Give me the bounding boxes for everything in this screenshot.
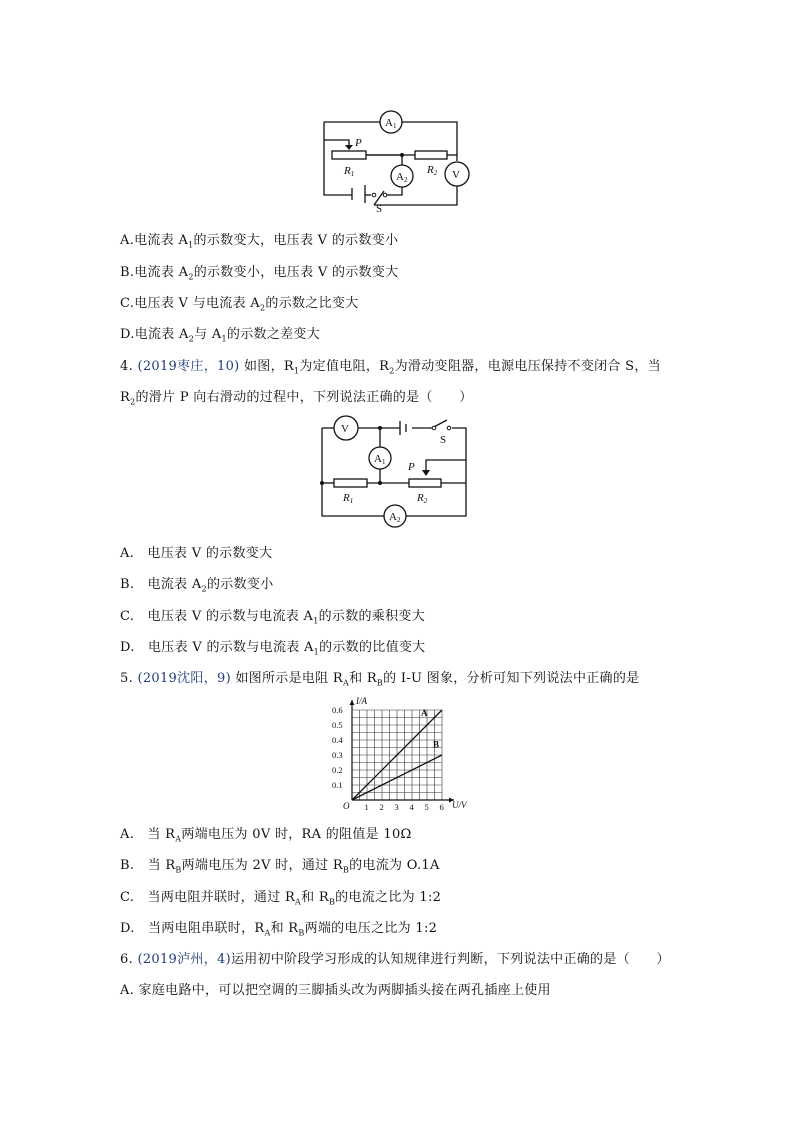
q4-r2-label: R2 <box>417 492 428 505</box>
q4-voltmeter-label: V <box>341 423 349 435</box>
y-axis-arrow <box>350 700 355 705</box>
x-tick-label: 4 <box>409 802 414 812</box>
x-tick-label: 3 <box>394 802 399 812</box>
r2-label: R2 <box>427 164 438 177</box>
ammeter-a1-label: A1 <box>385 117 397 130</box>
q5-option-a: A. 当 $R_A$两端电压为 0V 时，RA 的阻值是 10Ω <box>120 827 412 844</box>
q6-option-a: A. 家庭电路中，可以把空调的三脚插头改为两脚插头接在两孔插座上使用 <box>120 983 551 998</box>
iu-chart <box>330 695 470 815</box>
y-axis-label: I/A <box>356 696 367 706</box>
q4-ammeter-a1-label: A1 <box>374 453 386 466</box>
q3-option-c: C.电压表 V 与电流表 $A_2$的示数之比变大 <box>120 296 359 313</box>
y-tick-label: 0.1 <box>332 780 343 790</box>
series-label-a: A <box>421 708 428 718</box>
q5-option-d: D. 当两电阻串联时，$R_A$和 $R_B$两端的电压之比为 1:2 <box>120 921 438 938</box>
y-tick-label: 0.6 <box>332 705 343 715</box>
x-tick-label: 5 <box>424 802 429 812</box>
q4-option-d: D. 电压表 V 的示数与电流表 $A_1$的示数的比值变大 <box>120 640 426 657</box>
q5-option-b: B. 当 $R_B$两端电压为 2V 时，通过 $R_B$的电流为 O.1A <box>120 858 440 875</box>
q5-stem: 5. (2019沈阳，9) 如图所示是电阻 $R_A$和 $R_B$的 I-U 图象，分析可知下列说法中正确的是 <box>120 671 640 688</box>
x-tick-label: 1 <box>364 802 369 812</box>
y-tick-label: 0.2 <box>332 765 343 775</box>
q3-option-b: B.电流表 $A_2$的示数变小，电压表 V 的示数变大 <box>120 265 399 282</box>
q6-stem: 6. (2019泸州，4)运用初中阶段学习形成的认知规律进行判断，下列说法中正确的是（ ） <box>120 952 670 967</box>
q4-r1-label: R1 <box>343 492 354 505</box>
switch-s-label: S <box>376 203 383 215</box>
y-tick-label: 0.5 <box>332 720 343 730</box>
ammeter-a2-label: A2 <box>396 171 408 184</box>
r1-label: R1 <box>344 165 355 178</box>
q4-slider-p-label: P <box>408 461 415 473</box>
q4-stem-line1: 4. (2019枣庄，10) 如图，$R_1$为定值电阻，$R_2$为滑动变阻器，电源电压保持不变闭合 S，当 <box>120 359 661 376</box>
voltmeter-v-label: V <box>452 169 460 181</box>
q4-option-a: A. 电压表 V 的示数变大 <box>120 546 273 561</box>
q4-option-c: C. 电压表 V 的示数与电流表 $A_1$的示数的乘积变大 <box>120 609 425 626</box>
slider-p-label: P <box>355 137 362 149</box>
x-axis-label: U/V <box>452 800 467 810</box>
q4-switch-label: S <box>440 434 447 446</box>
q3-option-a: A.电流表 $A_1$的示数变大，电压表 V 的示数变小 <box>120 233 399 250</box>
y-tick-label: 0.4 <box>332 735 343 745</box>
circuit-diagram-q4 <box>0 412 794 532</box>
q4-stem-line2: $R_2$的滑片 P 向右滑动的过程中，下列说法正确的是（ ） <box>120 390 473 407</box>
q3-option-d: D.电流表 $A_2$与 $A_1$的示数之差变大 <box>120 327 321 344</box>
q4-ammeter-a2-label: A2 <box>389 511 401 524</box>
series-label-b: B <box>433 739 440 750</box>
y-tick-label: 0.3 <box>332 750 343 760</box>
x-tick-label: 6 <box>439 802 444 812</box>
origin-label: O <box>343 801 350 811</box>
q4-option-b: B. 电流表 $A_2$的示数变小 <box>120 577 274 594</box>
q5-option-c: C. 当两电阻并联时，通过 $R_A$和 $R_B$的电流之比为 1:2 <box>120 890 442 907</box>
x-tick-label: 2 <box>379 802 384 812</box>
circuit-diagram-q3 <box>0 100 794 320</box>
